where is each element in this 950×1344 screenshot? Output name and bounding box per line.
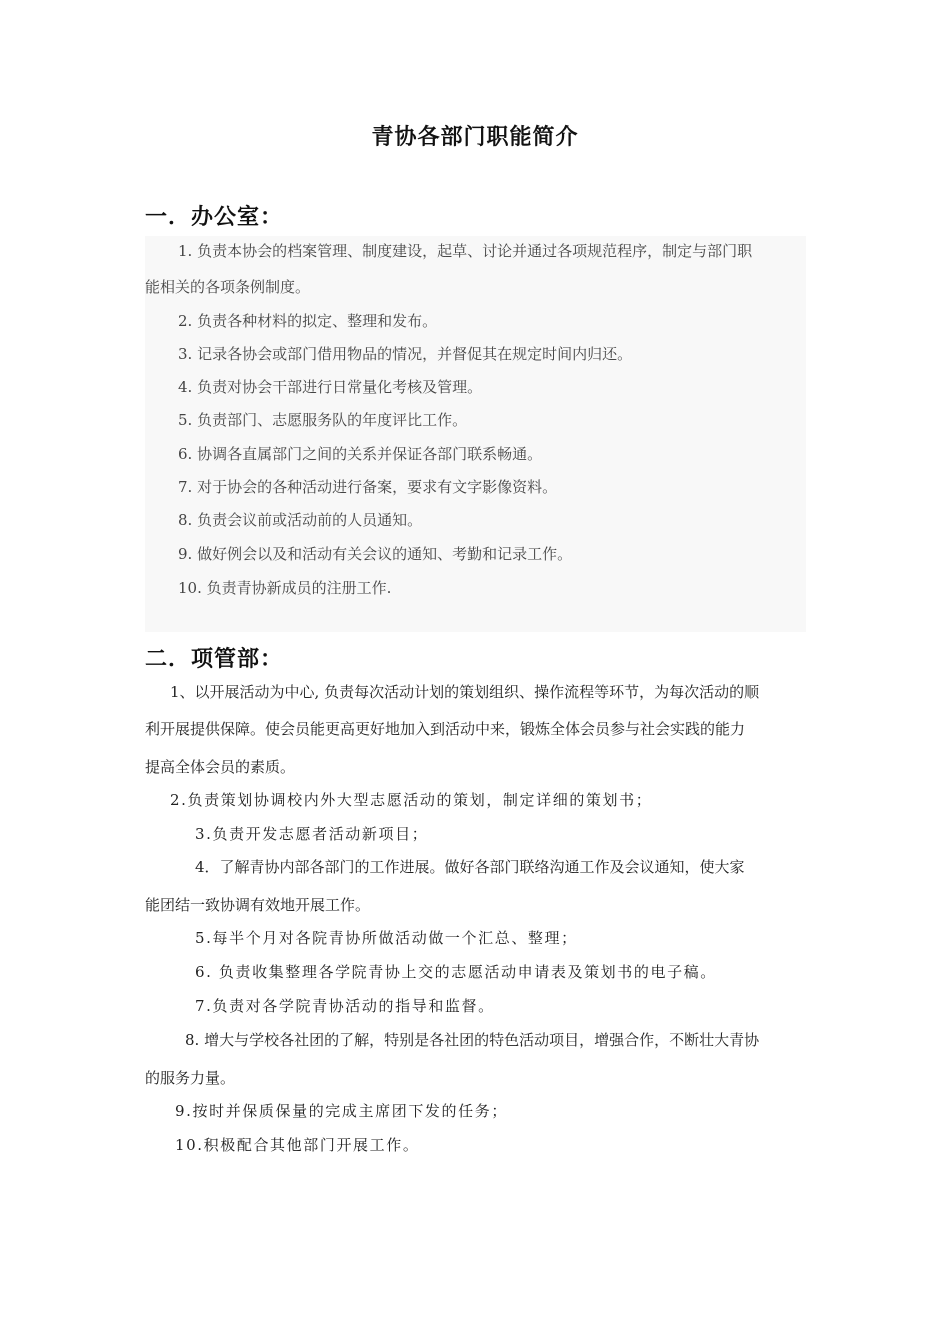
project-item-1-cont-b: 提高全体会员的素质。 xyxy=(145,758,296,776)
project-item-10: 10.积极配合其他部门开展工作。 xyxy=(175,1136,420,1154)
project-item-5: 5.每半个月对各院青协所做活动做一个汇总、整理； xyxy=(195,929,578,947)
office-item-1-cont: 能相关的各项条例制度。 xyxy=(145,278,311,296)
project-item-7: 7.负责对各学院青协活动的指导和监督。 xyxy=(195,997,495,1015)
office-item-2: 2. 负责各种材料的拟定、整理和发布。 xyxy=(178,312,438,330)
office-item-10: 10. 负责青协新成员的注册工作. xyxy=(178,579,392,597)
project-item-3: 3.负责开发志愿者活动新项目； xyxy=(195,825,429,843)
project-item-1-cont-a: 利开展提供保障。使会员能更高更好地加入到活动中来，锻炼全体会员参与社会实践的能力 xyxy=(145,720,746,738)
office-item-4: 4. 负责对协会干部进行日常量化考核及管理。 xyxy=(178,378,483,396)
project-item-2: 2.负责策划协调校内外大型志愿活动的策划，制定详细的策划书； xyxy=(170,791,653,809)
project-item-8: 8. 增大与学校各社团的了解，特别是各社团的特色活动项目，增强合作，不断壮大青协 xyxy=(185,1031,760,1049)
project-item-8-cont: 的服务力量。 xyxy=(145,1069,236,1087)
office-item-5: 5. 负责部门、志愿服务队的年度评比工作。 xyxy=(178,411,468,429)
document-title: 青协各部门职能简介 xyxy=(371,124,579,150)
project-item-1: 1、以开展活动为中心, 负责每次活动计划的策划组织、操作流程等环节，为每次活动的顺 xyxy=(170,683,760,701)
project-item-6: 6. 负责收集整理各学院青协上交的志愿活动申请表及策划书的电子稿。 xyxy=(195,963,717,981)
section-heading-office: 一．办公室： xyxy=(145,204,284,230)
project-item-4-cont: 能团结一致协调有效地开展工作。 xyxy=(145,896,371,914)
section-heading-project: 二．项管部： xyxy=(145,646,284,672)
office-item-8: 8. 负责会议前或活动前的人员通知。 xyxy=(178,511,423,529)
office-item-6: 6. 协调各直属部门之间的关系并保证各部门联系畅通。 xyxy=(178,445,543,463)
office-item-7: 7. 对于协会的各种活动进行备案，要求有文字影像资料。 xyxy=(178,478,558,496)
project-item-9: 9.按时并保质保量的完成主席团下发的任务； xyxy=(175,1102,508,1120)
office-item-1: 1. 负责本协会的档案管理、制度建设，起草、讨论并通过各项规范程序，制定与部门职 xyxy=(178,242,753,260)
office-item-9: 9. 做好例会以及和活动有关会议的通知、考勤和记录工作。 xyxy=(178,545,573,563)
project-item-4: 4．了解青协内部各部门的工作进展。做好各部门联络沟通工作及会议通知，使大家 xyxy=(195,858,745,876)
office-item-3: 3. 记录各协会或部门借用物品的情况，并督促其在规定时间内归还。 xyxy=(178,345,633,363)
